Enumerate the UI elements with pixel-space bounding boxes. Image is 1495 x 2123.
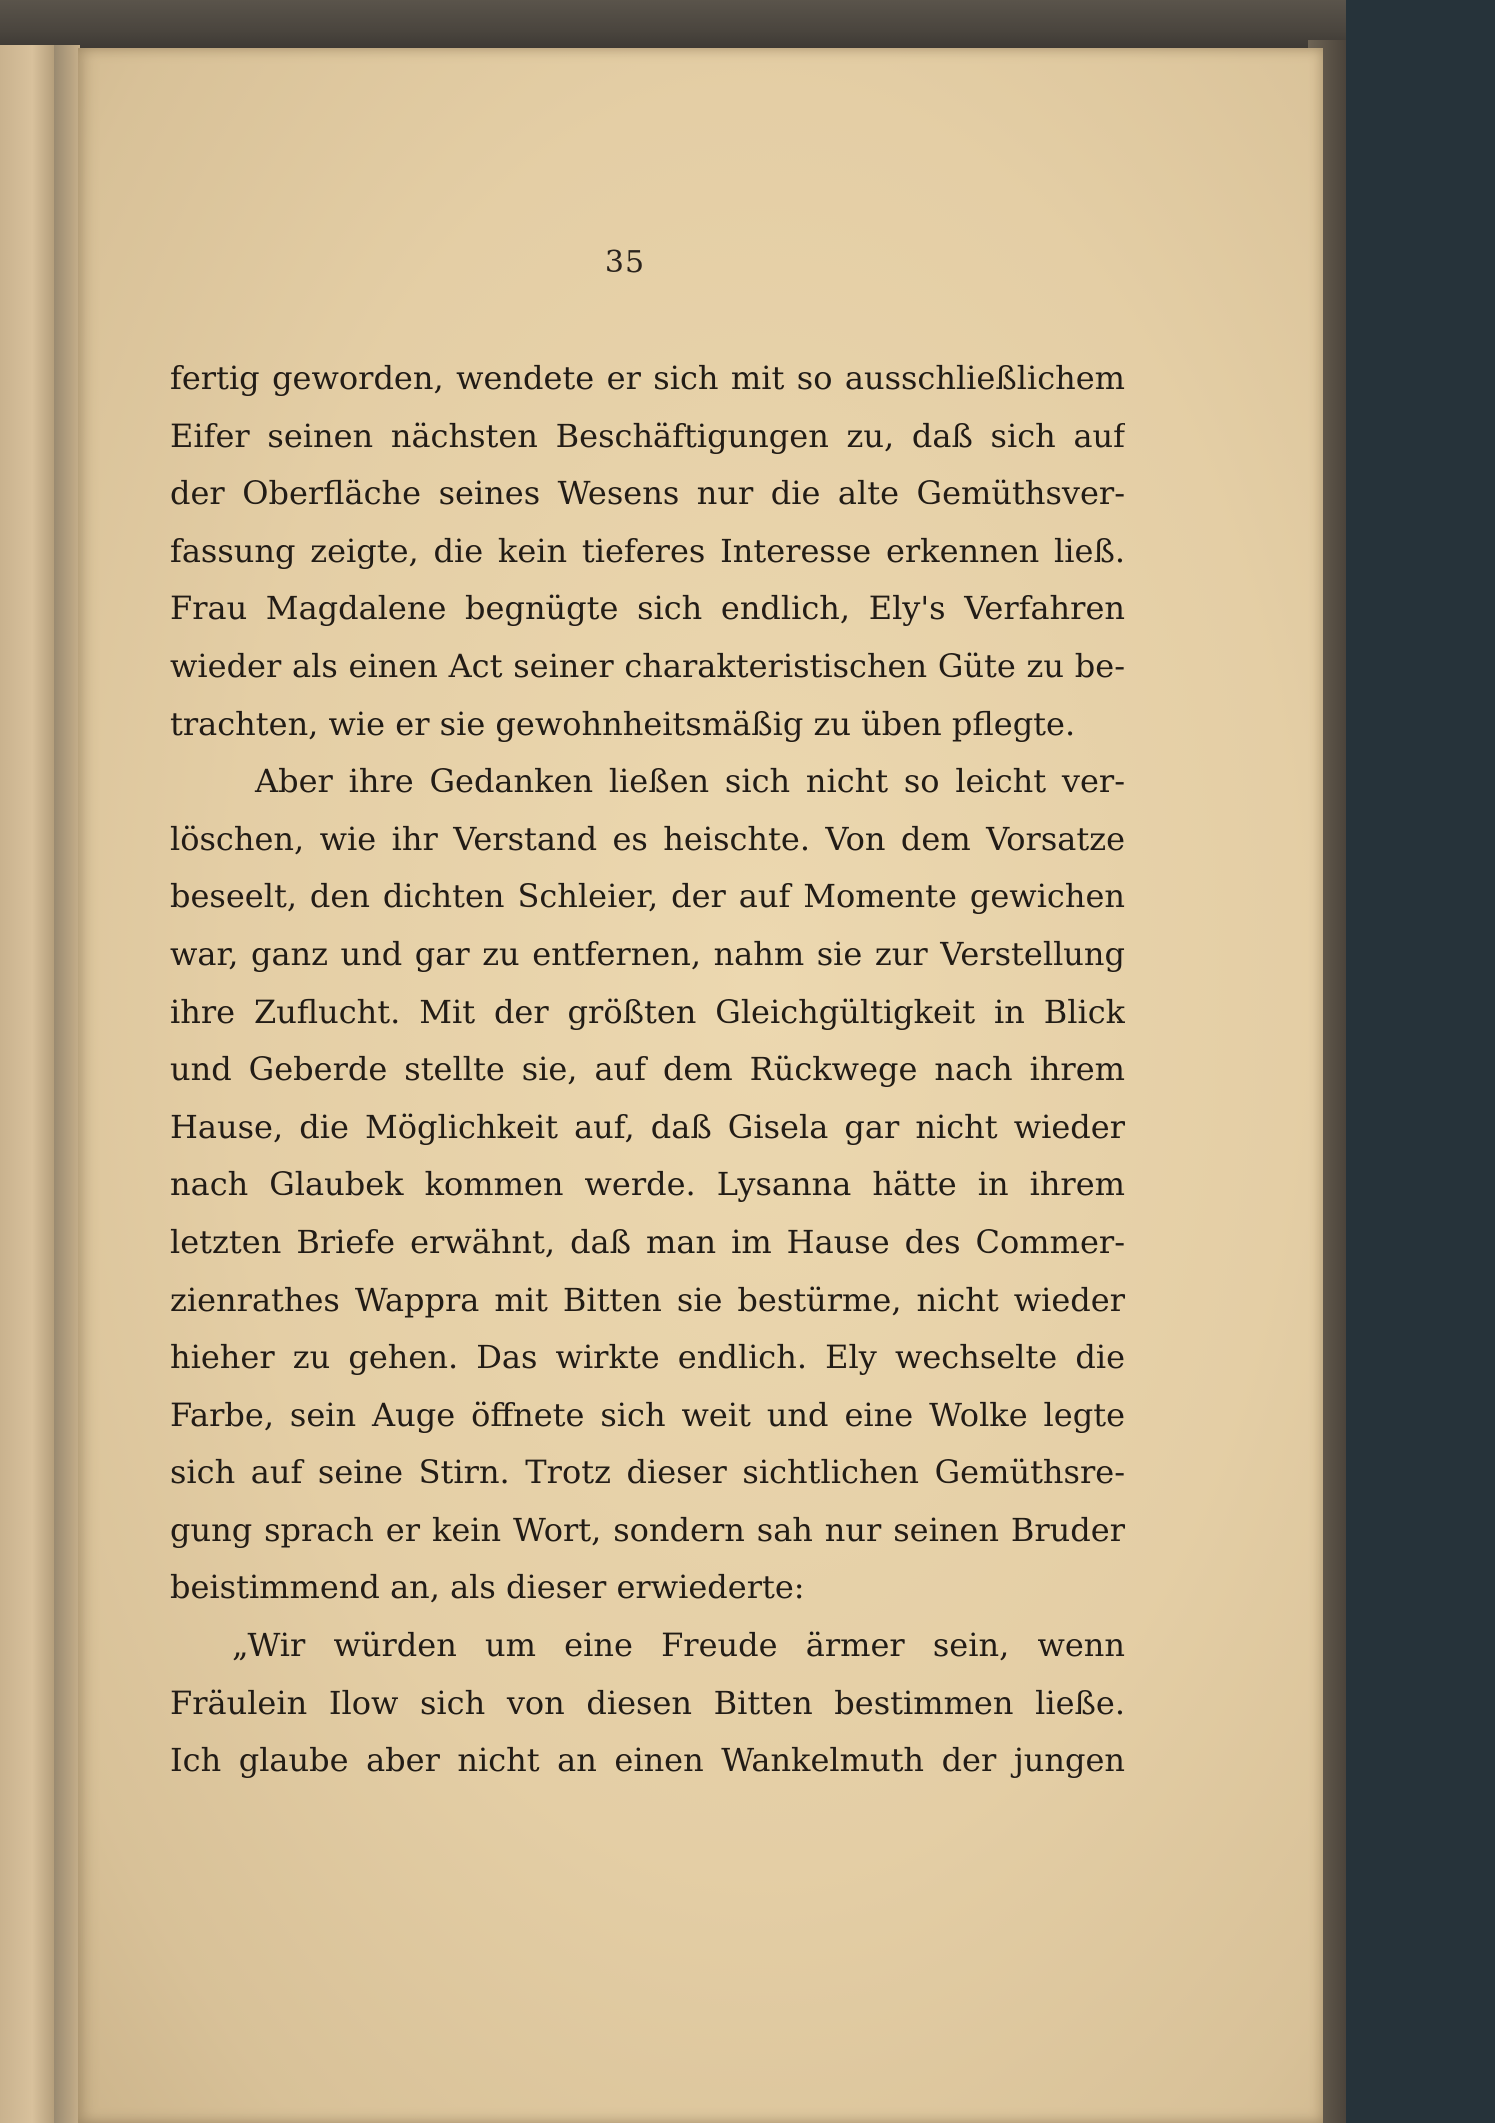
text-line: gung sprach er kein Wort, sondern sah nur seinen Bruder bbox=[170, 1510, 1125, 1549]
text-line: hieher zu gehen. Das wirkte endlich. Ely wechselte die bbox=[170, 1338, 1125, 1377]
text-line: war, ganz und gar zu entfernen, nahm sie zur Verstellung bbox=[170, 934, 1125, 973]
text-line: Frau Magdalene begnügte sich endlich, Ely's Verfahren bbox=[170, 589, 1125, 628]
scan-background bbox=[1346, 0, 1495, 2123]
text-line: fassung zeigte, die kein tieferes Interesse erkennen ließ. bbox=[170, 531, 1125, 570]
text-line: Fräulein Ilow sich von diesen Bitten bestimmen ließe. bbox=[170, 1683, 1125, 1722]
text-line: nach Glaubek kommen werde. Lysanna hätte in ihrem bbox=[170, 1165, 1125, 1204]
text-line: letzten Briefe erwähnt, daß man im Hause des Commer- bbox=[170, 1222, 1125, 1261]
text-line: beseelt, den dichten Schleier, der auf Momente gewichen bbox=[170, 877, 1125, 916]
text-line: wieder als einen Act seiner charakteristischen Güte zu be- bbox=[170, 646, 1125, 685]
text-line: zienrathes Wappra mit Bitten sie bestürme, nicht wieder bbox=[170, 1280, 1125, 1319]
text-line: ihre Zuflucht. Mit der größten Gleichgültigkeit in Blick bbox=[170, 992, 1125, 1031]
book-top-edge bbox=[0, 0, 1495, 52]
text-line: sich auf seine Stirn. Trotz dieser sichtlichen Gemüthsre- bbox=[170, 1453, 1125, 1492]
text-line: fertig geworden, wendete er sich mit so ausschließlichem bbox=[170, 359, 1125, 397]
text-line: Aber ihre Gedanken ließen sich nicht so leicht ver- bbox=[255, 762, 1125, 801]
text-line: Eifer seinen nächsten Beschäftigungen zu, daß sich auf bbox=[170, 416, 1125, 455]
text-line: Hause, die Möglichkeit auf, daß Gisela gar nicht wieder bbox=[170, 1107, 1125, 1146]
text-line: löschen, wie ihr Verstand es heischte. Von dem Vorsatze bbox=[170, 819, 1125, 858]
text-line: Farbe, sein Auge öffnete sich weit und eine Wolke legte bbox=[170, 1395, 1125, 1434]
left-page-edge bbox=[0, 45, 56, 2123]
page-number: 35 bbox=[604, 245, 646, 280]
text-line: der Oberfläche seines Wesens nur die alte Gemüthsver- bbox=[170, 474, 1125, 513]
page-text bbox=[170, 350, 1125, 1790]
text-line: „Wir würden um eine Freude ärmer sein, wenn bbox=[232, 1626, 1125, 1665]
text-line: Ich glaube aber nicht an einen Wankelmuth der jungen bbox=[170, 1741, 1125, 1780]
text-line: beistimmend an, als dieser erwiederte: bbox=[170, 1568, 805, 1607]
book-gutter bbox=[54, 45, 80, 2123]
text-line: trachten, wie er sie gewohnheitsmäßig zu üben pflegte. bbox=[170, 704, 1076, 743]
text-line: und Geberde stellte sie, auf dem Rückwege nach ihrem bbox=[170, 1050, 1125, 1089]
